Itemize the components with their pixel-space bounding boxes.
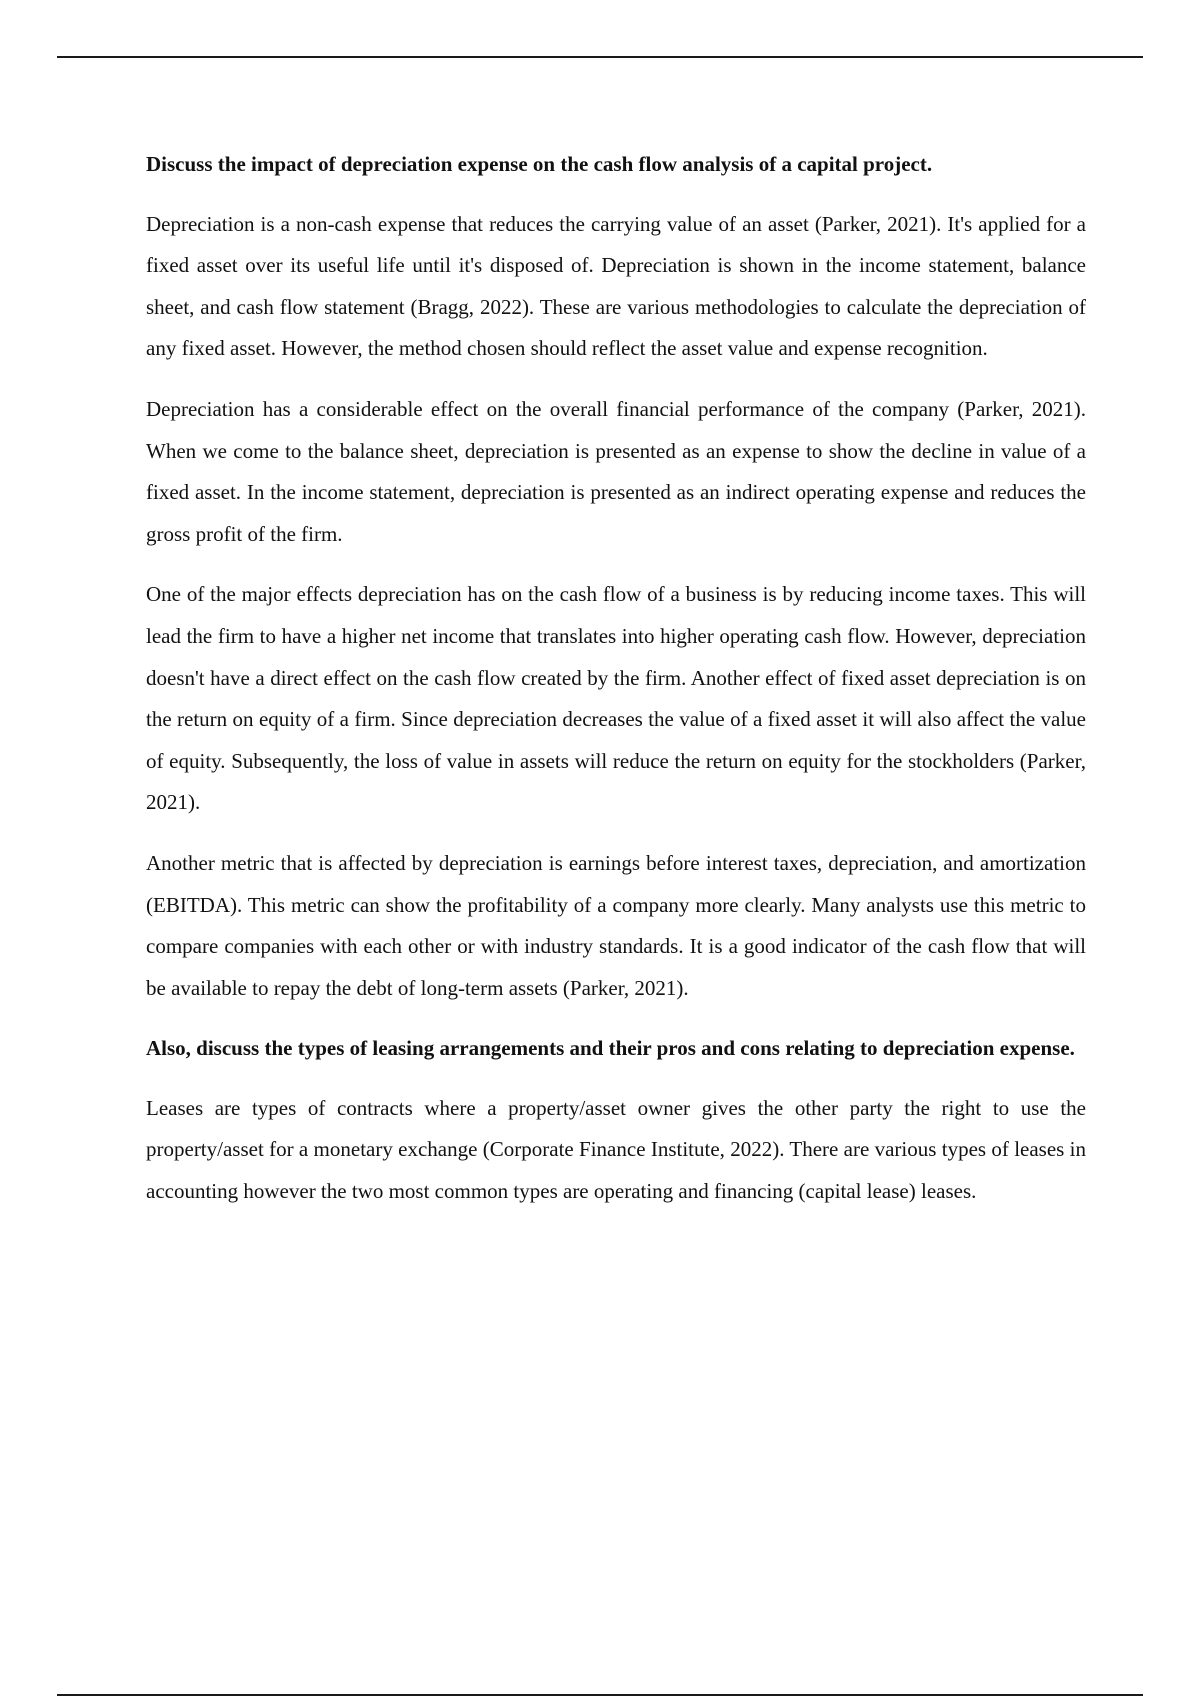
document-body [146, 144, 1086, 1232]
paragraph-ebitda: Another metric that is affected by depreciation is earnings before interest taxes, depreciation, and amortization (EBITDA). This metric can show the profitability of a company more clearly. Many analysts use this metric to compare companies with each other or with industry standards. It is a good indicator of the cash flow that will be available to repay the debt of long-term assets (Parker, 2021). [146, 850, 1086, 1000]
paragraph-financial-performance: Depreciation has a considerable effect on the overall financial performance of the company (Parker, 2021). When we come to the balance sheet, depreciation is presented as an expense to show the decline in value of a fixed asset. In the income statement, depreciation is presented as an indirect operating expense and reduces the gross profit of the firm. [146, 396, 1086, 546]
section-heading-depreciation: Discuss the impact of depreciation expense on the cash flow analysis of a capital project. [146, 152, 933, 176]
bottom-rule [57, 1694, 1143, 1696]
paragraph-leases: Leases are types of contracts where a property/asset owner gives the other party the right to use the property/asset for a monetary exchange (Corporate Finance Institute, 2022). There are various types of leases in accounting however the two most common types are operating and financing (capital lease) leases. [146, 1095, 1086, 1204]
top-rule [57, 56, 1143, 58]
paragraph-depreciation-definition: Depreciation is a non-cash expense that reduces the carrying value of an asset (Parker, 2021). It's applied for a fixed asset over its useful life until it's disposed of. Depreciation is shown in the income statement, balance sheet, and cash flow statement (Bragg, 2022). These are various methodologies to calculate the depreciation of any fixed asset. However, the method chosen should reflect the asset value and expense recognition. [146, 211, 1086, 361]
paragraph-cash-flow-effects: One of the major effects depreciation has on the cash flow of a business is by reducing income taxes. This will lead the firm to have a higher net income that translates into higher operating cash flow. However, depreciation doesn't have a direct effect on the cash flow created by the firm. Another effect of fixed asset depreciation is on the return on equity of a firm. Since depreciation decreases the value of a fixed asset it will also affect the value of equity. Subsequently, the loss of value in assets will reduce the return on equity for the stockholders (Parker, 2021). [146, 582, 1086, 815]
section-heading-leasing: Also, discuss the types of leasing arrangements and their pros and cons relating to depreciation expense. [146, 1036, 1075, 1061]
